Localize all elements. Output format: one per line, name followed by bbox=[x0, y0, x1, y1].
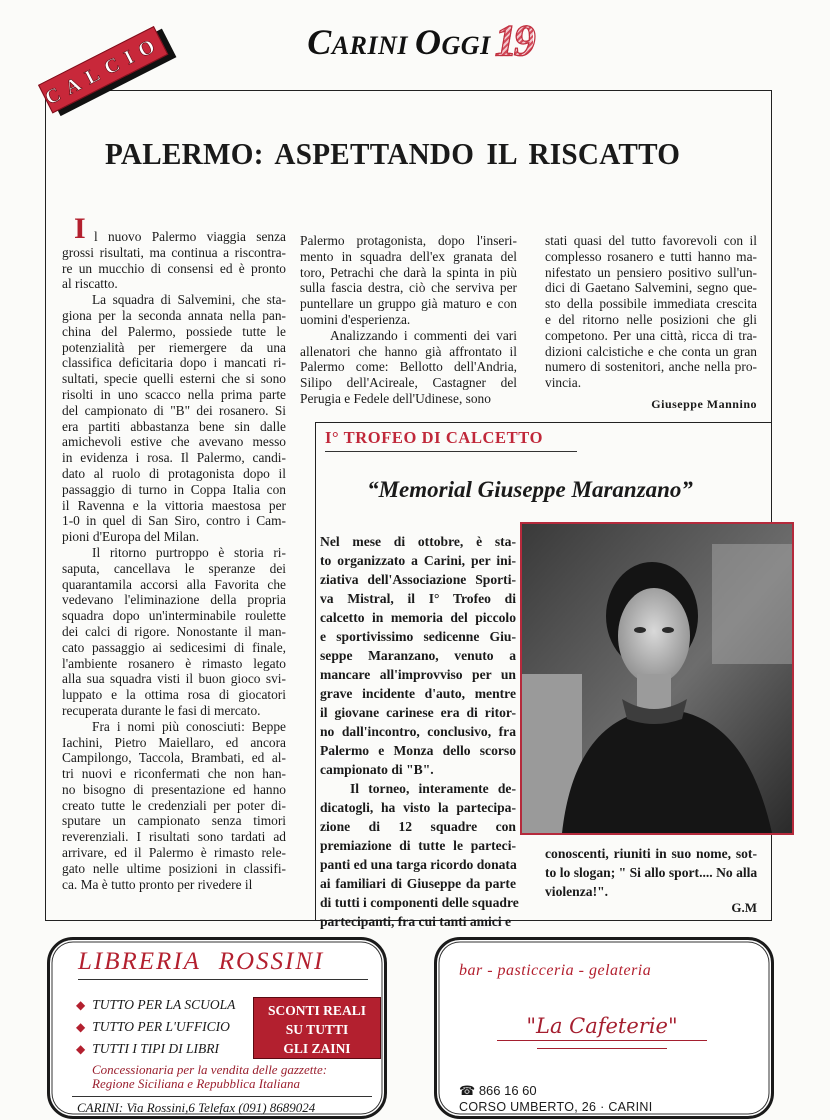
libreria-address: CARINI: Via Rossini,6 Telefax (091) 8689024 bbox=[77, 1100, 316, 1115]
drop-cap: I bbox=[74, 212, 86, 245]
text-line: Palermo come: Bellotto dell'Andria, bbox=[300, 359, 517, 375]
text-line: ziativa dell'Associazione Sporti- bbox=[320, 572, 516, 587]
ad-la-cafeterie bbox=[434, 937, 774, 1119]
paragraph bbox=[545, 844, 757, 901]
text-line: no dall'incontro, conclusivo, fra bbox=[320, 724, 516, 739]
text-line: risolti in uno scacco nella prima parte bbox=[62, 386, 286, 402]
text-line: di tutti i componenti delle squadre bbox=[320, 895, 519, 910]
masthead-logo bbox=[290, 10, 550, 72]
text-line: giona per la seconda annata nella pan- bbox=[62, 307, 286, 323]
text-line: puntellare un gruppo già maturo e con bbox=[300, 296, 517, 312]
title-part-2: GGI bbox=[441, 31, 491, 60]
text-line: competono. Per una città, ricca di tra- bbox=[545, 327, 757, 343]
paragraph bbox=[545, 233, 757, 391]
paragraph bbox=[62, 719, 286, 893]
libreria-item-label: TUTTI I TIPI DI LIBRI bbox=[92, 1041, 219, 1056]
text-line: sultati, specie quelli esterni che si sono bbox=[62, 371, 286, 387]
text-line: arrivare, ed il Palermo è rimasto rele- bbox=[62, 845, 286, 861]
article-column-2 bbox=[300, 233, 517, 407]
libreria-item-label: TUTTO PER L'UFFICIO bbox=[92, 1019, 230, 1034]
text-line: zione di 12 squadre con bbox=[320, 819, 516, 834]
text-line: dei calci di rigore. Nonostante il man- bbox=[62, 623, 286, 639]
article-column-1 bbox=[62, 229, 286, 892]
text-line: seppe Maranzano, venuto a bbox=[320, 648, 516, 663]
text-line: amichevoli estive che avevano messo bbox=[62, 434, 286, 450]
ad-libreria-rossini bbox=[47, 937, 387, 1119]
divider bbox=[537, 1048, 667, 1049]
text-line: Il torneo, interamente de- bbox=[350, 781, 516, 796]
cafe-address: CORSO UMBERTO, 26 · CARINI bbox=[459, 1100, 653, 1114]
text-line: panti ed una targa ricordo donata bbox=[320, 857, 517, 872]
libreria-item-label: TUTTO PER LA SCUOLA bbox=[92, 997, 236, 1012]
concession-line: Concessionaria per la vendita delle gazzette: bbox=[92, 1062, 328, 1077]
text-line: il giovane carinese era di ritor- bbox=[320, 705, 516, 720]
libreria-offer-box bbox=[253, 997, 381, 1059]
text-line: e del ritorno nelle posizioni che gli bbox=[545, 311, 757, 327]
page-number: 19 bbox=[494, 16, 533, 65]
text-line: re un mucchio di consensi ed è pronto bbox=[62, 260, 286, 276]
paragraph bbox=[62, 229, 286, 292]
cafe-phone bbox=[459, 1083, 537, 1099]
text-line: Campilongo, Taccola, Brambati, ed al- bbox=[62, 750, 286, 766]
text-line: grossi risultati, ma continua a riscontra- bbox=[62, 244, 286, 260]
libreria-item bbox=[76, 1041, 219, 1057]
text-line: del campionato di "B" dei rosanero. Si bbox=[62, 402, 286, 418]
text-line: La squadra di Salvemini, che sta- bbox=[92, 292, 286, 308]
text-line: calcetto in memoria del piccolo bbox=[320, 610, 516, 625]
portrait-image bbox=[522, 524, 792, 833]
text-line: grave incidente d'auto, mentre bbox=[320, 686, 516, 701]
text-line: mento in squadra dell'ex granata del bbox=[300, 248, 517, 264]
text-line: violenza!". bbox=[545, 884, 609, 899]
text-line: sto della possibile immediata crescita bbox=[545, 296, 757, 312]
text-line: 1-0 in quel di San Siro, contro i Cam- bbox=[62, 513, 286, 529]
libreria-name: LIBRERIA ROSSINI bbox=[78, 948, 368, 980]
text-line: complesso rosanero e tutti hanno ma- bbox=[545, 248, 757, 264]
text-line: Palermo e Monza dello scorso bbox=[320, 743, 516, 758]
text-line: ca. Ma è tutto pronto per rivedere il bbox=[62, 876, 253, 892]
text-line: Perugia e Fedele dell'Udinese, sono bbox=[300, 390, 491, 406]
text-line: to lo slogan; " Si allo sport.... No alla bbox=[545, 865, 758, 880]
paragraph bbox=[62, 545, 286, 719]
text-line: partecipanti, fra cui tanti amici e bbox=[320, 914, 512, 929]
text-line: creato tutte le credenziali per poter di- bbox=[62, 797, 286, 813]
text-line: mancare all'improvviso per un bbox=[320, 667, 516, 682]
trofeo-subtitle: “Memorial Giuseppe Maranzano” bbox=[367, 477, 693, 502]
libreria-item bbox=[76, 1019, 230, 1035]
text-line: toro, Petrachi che darà la spinta in più bbox=[300, 264, 517, 280]
text-line: dici di Gaetano Salvemini, segno que- bbox=[545, 280, 757, 296]
text-line: dato al ruolo di protagonista dopo il bbox=[62, 465, 286, 481]
libreria-item bbox=[76, 997, 235, 1013]
text-line: sputare un campionato senza timori bbox=[62, 813, 286, 829]
text-line: china del Palermo, possiede tutte le bbox=[62, 323, 286, 339]
text-line: ai familiari di Giuseppe da parte bbox=[320, 876, 516, 891]
text-line: era partiti abbastanza bene sin dalle bbox=[62, 418, 286, 434]
trofeo-column-1 bbox=[320, 532, 519, 931]
text-line: Palermo protagonista, dopo l'inseri- bbox=[300, 233, 517, 248]
text-line: conoscenti, riuniti in suo nome, sot- bbox=[545, 846, 757, 861]
text-line: Iachini, Pietro Maiellaro, ed ancora bbox=[62, 734, 286, 750]
cafe-tagline: bar - pasticceria - gelateria bbox=[459, 962, 652, 979]
trofeo-column-2 bbox=[545, 844, 757, 901]
offer-line: SU TUTTI bbox=[285, 1022, 349, 1037]
section-tag-label: CALCIO bbox=[38, 26, 168, 114]
article-headline: PALERMO: ASPETTANDO IL RISCATTO bbox=[105, 136, 681, 171]
telephone-icon: ☎ bbox=[459, 1083, 479, 1098]
text-line: squadra dopo un'interminabile roulette bbox=[62, 608, 286, 624]
text-line: Silipo dell'Acireale, Castagner del bbox=[300, 375, 517, 391]
text-line: Nel mese di ottobre, è sta- bbox=[320, 534, 516, 549]
article-byline: Giuseppe Mannino bbox=[651, 397, 757, 411]
title-initial-c: C bbox=[307, 22, 332, 62]
text-line: passaggio di turno in Coppa Italia con bbox=[62, 481, 286, 497]
paragraph bbox=[320, 779, 519, 931]
text-line: stati quasi del tutto favorevoli con il bbox=[545, 233, 757, 248]
text-line: al riscatto. bbox=[62, 276, 118, 292]
text-line: tri nuovi e riconfermati che non han- bbox=[62, 766, 286, 782]
text-line: luppato e la ottima rosa di giocatori bbox=[62, 687, 286, 703]
magazine-title bbox=[307, 24, 490, 64]
text-line: allenatori che hanno già affrontato il bbox=[300, 343, 517, 359]
trofeo-title: I° TROFEO DI CALCETTO bbox=[325, 428, 577, 452]
paragraph bbox=[300, 328, 517, 407]
text-line: numero di sostenitori, anche nella pro- bbox=[545, 359, 757, 375]
text-line: cato passaggio ai sedicesimi di finale, bbox=[62, 639, 286, 655]
trofeo-byline: G.M bbox=[731, 900, 757, 915]
text-line: recuperata durante le fasi di mercato. bbox=[62, 702, 261, 718]
divider bbox=[72, 1096, 372, 1097]
text-line: uomini d'esperienza. bbox=[300, 311, 411, 327]
cafe-phone-number: 866 16 60 bbox=[478, 1083, 537, 1098]
offer-line: GLI ZAINI bbox=[283, 1041, 351, 1056]
text-line: quarantamila accorsi alla Favorita che bbox=[62, 576, 286, 592]
text-line: Il ritorno purtroppo è storia ri- bbox=[92, 544, 286, 560]
text-line: reverenziali. I risultati sono tardati ad bbox=[62, 829, 286, 845]
title-part-1: ARINI bbox=[331, 31, 416, 60]
bullet-diamond-icon: ◆ bbox=[76, 998, 86, 1012]
concession-line: Regione Siciliana e Repubblica Italiana bbox=[92, 1076, 300, 1091]
title-initial-o: O bbox=[415, 22, 442, 62]
bullet-diamond-icon: ◆ bbox=[76, 1042, 86, 1056]
text-line: classifica deficitaria dopo i mancati ri- bbox=[62, 355, 286, 371]
paragraph bbox=[62, 292, 286, 545]
text-line: l'ambiente rosanero è rimasto legato bbox=[62, 655, 286, 671]
text-line: saputa, cancellava le speranze dei bbox=[62, 560, 286, 576]
cafe-name: "La Cafeterie" bbox=[497, 1014, 707, 1041]
offer-line: SCONTI REALI bbox=[268, 1003, 366, 1018]
text-line: e sportivissimo sedicenne Giu- bbox=[320, 629, 516, 644]
text-line: il Ravenna e la vittoria maestosa per bbox=[62, 497, 286, 513]
text-line: nifestato un pensiero positivo sull'un- bbox=[545, 264, 757, 280]
text-line: gato nelle ultime posizioni in classifi- bbox=[62, 860, 286, 876]
text-line: va Mistral, il I° Trofeo di bbox=[320, 591, 516, 606]
text-line: Fra i nomi più conosciuti: Beppe bbox=[92, 718, 286, 734]
text-line: sulla fascia destra, ciò che serviva per bbox=[300, 280, 517, 296]
text-line: no bisogno di presentazione ed hanno bbox=[62, 781, 286, 797]
text-line: alla sua squadra visti il buon gioco svi- bbox=[62, 671, 286, 687]
text-line: in evidenza i rosa. Il Palermo, candi- bbox=[62, 450, 286, 466]
text-line: campionato di "B". bbox=[320, 762, 434, 777]
text-line: dicatogli, ha visto la partecipa- bbox=[320, 800, 516, 815]
text-line: premiazione di tutte le parteci- bbox=[320, 838, 516, 853]
text-line: pioni d'Europa del Milan. bbox=[62, 529, 200, 545]
article-column-3 bbox=[545, 233, 757, 391]
libreria-concession bbox=[92, 1063, 327, 1091]
text-line: l nuovo Palermo viaggia senza bbox=[94, 229, 286, 244]
text-line: Analizzando i commenti dei vari bbox=[330, 327, 517, 343]
text-line: potenzialità per riemergere da una bbox=[62, 339, 286, 355]
text-line: to organizzato a Carini, per ini- bbox=[320, 553, 516, 568]
portrait-photo bbox=[520, 522, 794, 835]
text-line: dizioni calcistiche e che conta un gran bbox=[545, 343, 757, 359]
text-line: vincia. bbox=[545, 375, 582, 391]
paragraph bbox=[320, 532, 516, 779]
bullet-diamond-icon: ◆ bbox=[76, 1020, 86, 1034]
paragraph bbox=[300, 233, 517, 328]
text-line: vedevano l'eliminazione della propria bbox=[62, 592, 286, 608]
